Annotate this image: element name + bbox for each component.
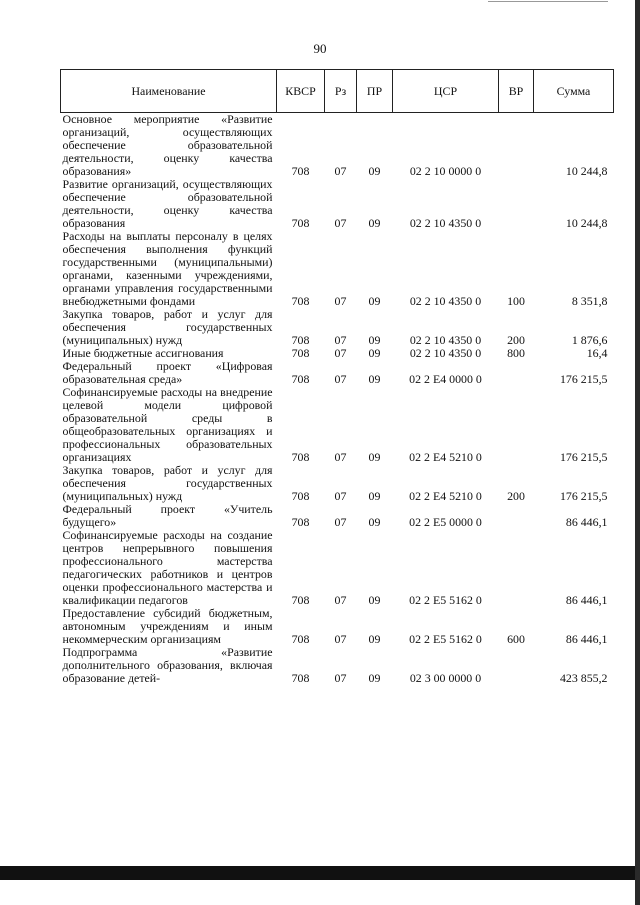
scan-right-edge (635, 0, 640, 905)
row-pr: 09 (368, 450, 381, 464)
row-name: Федеральный проект «Цифровая образовательная среда» (62, 359, 273, 386)
row-vr (499, 646, 534, 685)
row-kvsr: 708 (291, 216, 310, 230)
row-pr: 09 (368, 489, 381, 503)
row-kvsr: 708 (291, 671, 310, 685)
row-sum: 176 215,5 (559, 489, 608, 503)
row-rz: 07 (334, 346, 347, 360)
table-row (61, 646, 614, 685)
row-csr: 02 2 E5 0000 0 (409, 515, 482, 529)
row-csr: 02 2 E4 5210 0 (409, 450, 482, 464)
row-kvsr: 708 (291, 632, 310, 646)
row-vr: 200 (507, 333, 525, 347)
row-csr: 02 2 E4 5210 0 (409, 489, 482, 503)
row-pr: 09 (368, 671, 381, 685)
row-csr: 02 2 10 4350 0 (409, 216, 482, 230)
row-pr: 09 (368, 164, 381, 178)
row-name: Федеральный проект «Учитель будущего» (62, 502, 273, 529)
table-row (61, 529, 614, 607)
row-name: Иные бюджетные ассигнования (62, 346, 224, 360)
row-name: Закупка товаров, работ и услуг для обеспечения государственных (муниципальных) нужд (62, 463, 273, 503)
table-row (61, 503, 614, 529)
row-csr: 02 2 E5 5162 0 (409, 593, 482, 607)
budget-table (60, 69, 614, 685)
row-name: Развитие организаций, осуществляющих обеспечение образовательной деятельности, оценку качества образования (62, 177, 273, 230)
row-pr: 09 (368, 515, 381, 529)
row-sum: 16,4 (586, 346, 608, 360)
table-row (61, 178, 614, 230)
col-header-csr: ЦСР (393, 70, 499, 113)
row-name: Закупка товаров, работ и услуг для обеспечения государственных (муниципальных) нужд (62, 307, 273, 347)
row-vr (499, 386, 534, 464)
row-kvsr: 708 (291, 593, 310, 607)
col-header-name: Наименование (61, 70, 277, 113)
row-sum: 8 351,8 (571, 294, 608, 308)
row-kvsr: 708 (291, 515, 310, 529)
row-name: Софинансируемые расходы на создание центров непрерывного повышения профессионального мастерства педагогических работников и центров оценки профессионального мастерства и квалификации педагогов (62, 528, 273, 607)
col-header-vr: ВР (499, 70, 534, 113)
row-rz: 07 (334, 294, 347, 308)
row-csr: 02 2 10 4350 0 (409, 333, 482, 347)
row-vr (499, 178, 534, 230)
row-name: Основное мероприятие «Развитие организаций, осуществляющих обеспечение образовательной деятельности, оценку качества образования» (62, 112, 273, 178)
row-kvsr: 708 (291, 450, 310, 464)
row-pr: 09 (368, 333, 381, 347)
row-rz: 07 (334, 450, 347, 464)
scan-top-line (488, 1, 608, 2)
table-row (61, 386, 614, 464)
row-rz: 07 (334, 515, 347, 529)
row-vr: 200 (507, 489, 525, 503)
row-name: Расходы на выплаты персоналу в целях обеспечения выполнения функций государственными (муниципальными) органами, казенными учреждениями, органами управления государственными внебюджетными фондами (62, 229, 273, 308)
row-pr: 09 (368, 372, 381, 386)
row-pr: 09 (368, 216, 381, 230)
row-sum: 86 446,1 (565, 632, 608, 646)
row-csr: 02 2 10 4350 0 (409, 346, 482, 360)
col-header-kvsr: КВСР (277, 70, 325, 113)
col-header-sum: Сумма (534, 70, 614, 113)
table-row (61, 230, 614, 308)
table-row (61, 308, 614, 347)
row-vr (499, 360, 534, 386)
row-rz: 07 (334, 489, 347, 503)
row-kvsr: 708 (291, 489, 310, 503)
row-vr (499, 113, 534, 179)
row-sum: 423 855,2 (559, 671, 608, 685)
row-kvsr: 708 (291, 346, 310, 360)
row-sum: 10 244,8 (565, 216, 608, 230)
row-vr: 600 (507, 632, 525, 646)
row-csr: 02 2 10 4350 0 (409, 294, 482, 308)
row-sum: 176 215,5 (559, 450, 608, 464)
row-pr: 09 (368, 346, 381, 360)
row-csr: 02 2 10 0000 0 (409, 164, 482, 178)
row-vr (499, 529, 534, 607)
row-kvsr: 708 (291, 372, 310, 386)
row-name: Предоставление субсидий бюджетным, автономным учреждениям и иным некоммерческим организациям (62, 606, 273, 646)
table-row (61, 360, 614, 386)
row-sum: 86 446,1 (565, 515, 608, 529)
row-rz: 07 (334, 632, 347, 646)
row-rz: 07 (334, 593, 347, 607)
row-vr: 800 (507, 346, 525, 360)
row-rz: 07 (334, 164, 347, 178)
table-row (61, 607, 614, 646)
col-header-pr: ПР (357, 70, 393, 113)
col-header-rz: Рз (325, 70, 357, 113)
table-row (61, 464, 614, 503)
row-rz: 07 (334, 216, 347, 230)
row-sum: 176 215,5 (559, 372, 608, 386)
row-csr: 02 3 00 0000 0 (409, 671, 482, 685)
row-vr: 100 (507, 294, 525, 308)
row-csr: 02 2 E5 5162 0 (409, 632, 482, 646)
row-rz: 07 (334, 333, 347, 347)
row-kvsr: 708 (291, 333, 310, 347)
row-kvsr: 708 (291, 294, 310, 308)
table-header-row (61, 70, 614, 113)
row-pr: 09 (368, 593, 381, 607)
row-sum: 86 446,1 (565, 593, 608, 607)
row-pr: 09 (368, 294, 381, 308)
page-number: 90 (313, 41, 327, 56)
row-name: Софинансируемые расходы на внедрение целевой модели цифровой образовательной среды в общеобразовательных организациях и профессиональных образовательных организациях (62, 385, 273, 464)
row-name: Подпрограмма «Развитие дополнительного образования, включая образование детей- (62, 645, 273, 685)
row-pr: 09 (368, 632, 381, 646)
table-row (61, 113, 614, 179)
row-rz: 07 (334, 671, 347, 685)
row-rz: 07 (334, 372, 347, 386)
row-sum: 10 244,8 (565, 164, 608, 178)
row-kvsr: 708 (291, 164, 310, 178)
row-sum: 1 876,6 (571, 333, 608, 347)
row-vr (499, 503, 534, 529)
row-csr: 02 2 E4 0000 0 (409, 372, 482, 386)
scan-bottom-bar (0, 866, 640, 880)
